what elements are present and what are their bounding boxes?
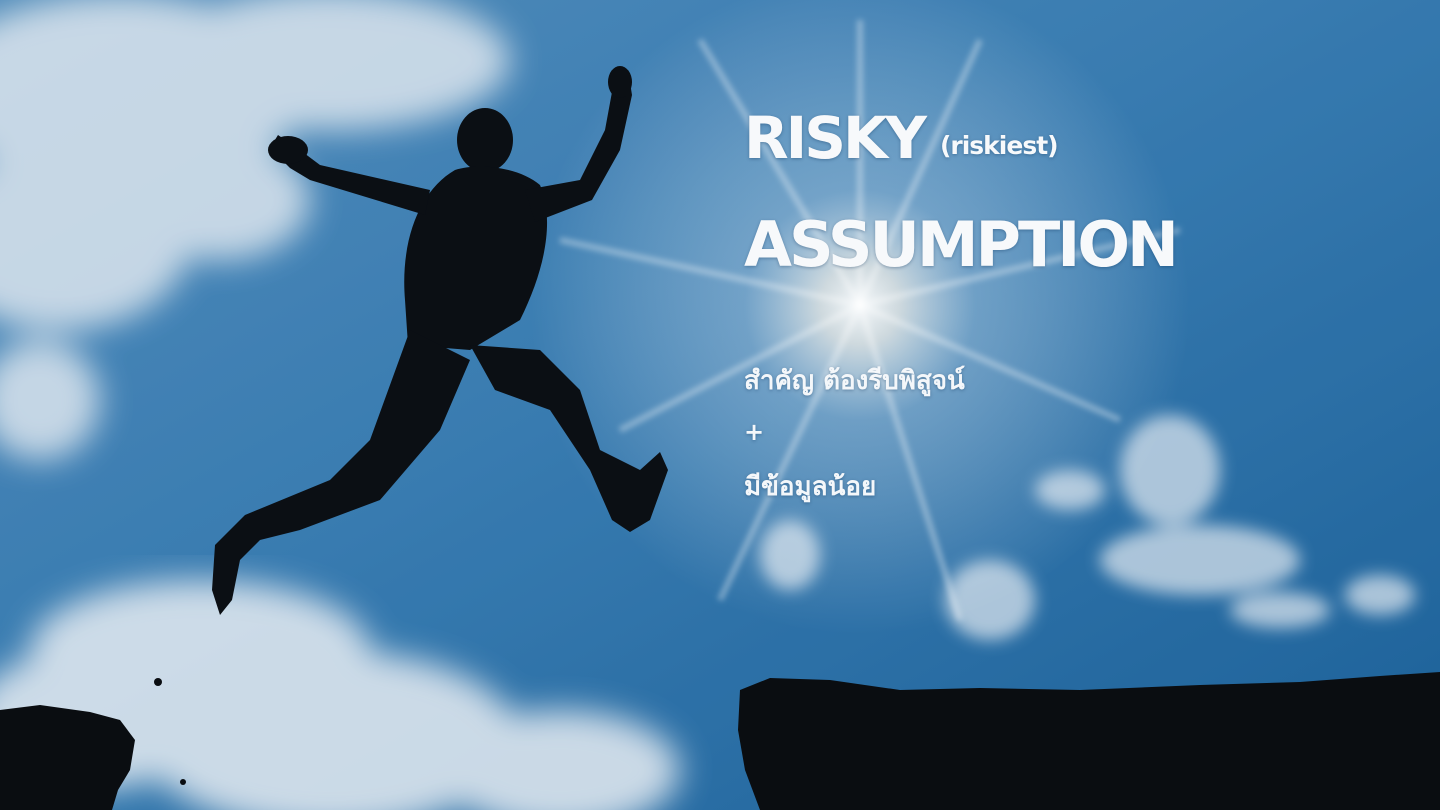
title-assumption: ASSUMPTION xyxy=(744,208,1176,281)
body-line-little-data: มีข้อมูลน้อย xyxy=(744,472,877,502)
title-qualifier: (riskiest) xyxy=(939,131,1058,160)
body-line-important: สำคัญ ต้องรีบพิสูจน์ xyxy=(744,366,965,396)
title-risky xyxy=(744,104,1058,172)
body-line-plus: + xyxy=(744,418,765,446)
cliff-right xyxy=(738,672,1440,810)
cliff-left xyxy=(0,705,135,810)
title-main: RISKY xyxy=(744,104,924,172)
